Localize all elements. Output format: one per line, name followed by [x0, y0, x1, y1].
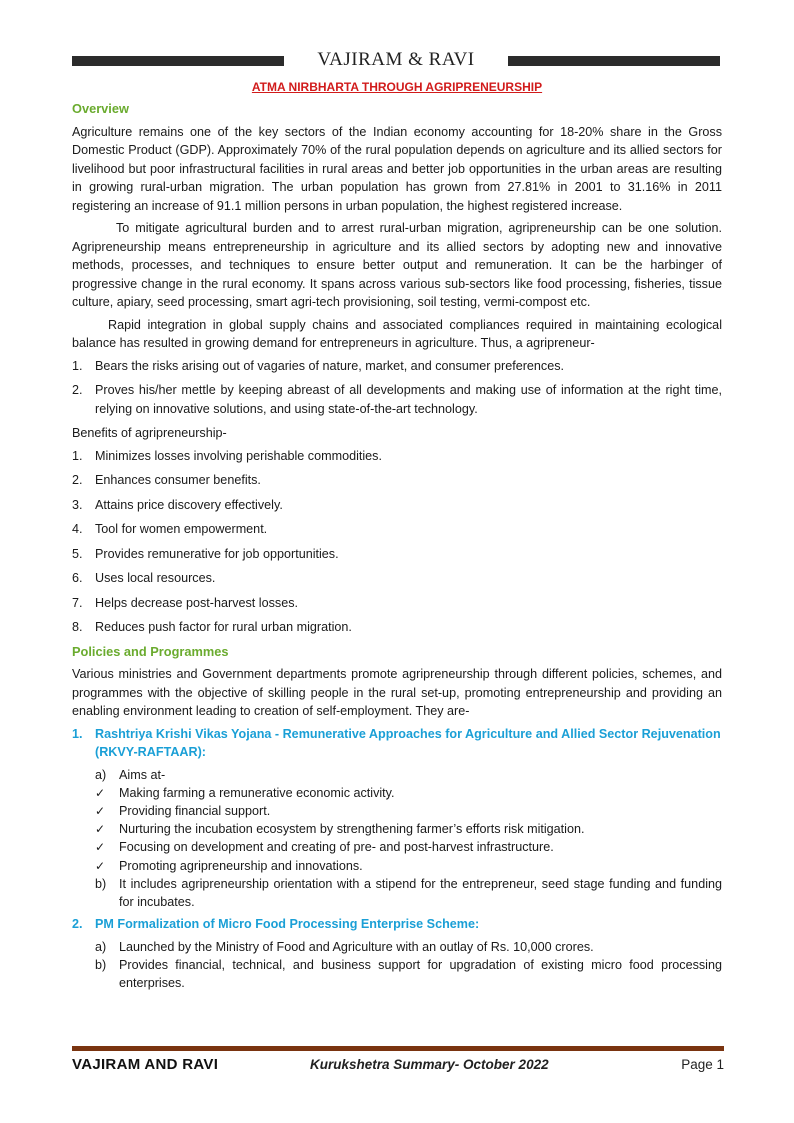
- document-body: [72, 100, 722, 996]
- list-item: 8. Reduces push factor for rural urban migration.: [72, 620, 352, 634]
- checkmark-icon: ✓: [95, 803, 106, 818]
- programme-2-title: 2. PM Formalization of Micro Food Processing Enterprise Scheme:: [72, 917, 480, 932]
- sub-item-a: a) Launched by the Ministry of Food and Agriculture with an outlay of Rs. 10,000 crores.: [95, 939, 594, 954]
- list-item: 5. Provides remunerative for job opportunities.: [72, 546, 339, 561]
- document-title: ATMA NIRBHARTA THROUGH AGRIPRENEURSHIP: [251, 80, 543, 94]
- check-item: ✓ Focusing on development and creating of pre- and post-harvest infrastructure.: [95, 838, 722, 856]
- checkmark-icon: ✓: [95, 840, 106, 855]
- footer-rule: [72, 1046, 724, 1051]
- list-item: 2. Proves his/her mettle by keeping abreast of all developments and making use of information at the right time, relying on innovative solutions, and using state-of-the-art technology.: [72, 383, 722, 416]
- footer-publication: Kurukshetra Summary- October 2022: [310, 1057, 549, 1072]
- policies-heading: Policies and Programmes: [72, 643, 229, 659]
- benefits-list: [72, 447, 722, 637]
- list-item: 4. Tool for women empowerment.: [72, 522, 268, 536]
- overview-paragraph-1: Agriculture remains one of the key sectors of the Indian economy accounting for 18-20% share in the Gross Domestic Product (GDP). Approximately 70% of the rural population depends on agriculture and its allied sectors for livelihood but poor infrastructural facilities in rural areas and better job opportunities in the urban areas are resulting in growing rural-urban migration. The urban population has grown from 27.81% in 2001 to 31.16% in 2011 registering an increase of 91.1 million persons in urban population, the highest registered increase.: [72, 124, 722, 213]
- programme-1-details: [95, 766, 722, 912]
- programme-1-title: 1. Rashtriya Krishi Vikas Yojana - Remunerative Approaches for Agriculture and Allied Sector Rejuvenation (RKVY-RAFTAAR):: [72, 726, 721, 759]
- header-rule-right: [508, 56, 720, 66]
- checkmark-icon: ✓: [95, 822, 106, 837]
- checkmark-icon: ✓: [95, 858, 106, 873]
- footer-brand: VAJIRAM AND RAVI: [72, 1056, 219, 1073]
- list-item: 1. Minimizes losses involving perishable commodities.: [72, 448, 382, 463]
- agripreneur-points: [72, 357, 722, 419]
- check-item: ✓ Making farming a remunerative economic activity.: [95, 784, 722, 802]
- list-item: 2. Enhances consumer benefits.: [72, 473, 261, 487]
- check-item: ✓ Nurturing the incubation ecosystem by strengthening farmer’s efforts risk mitigation.: [95, 820, 722, 838]
- sub-item-b: b) It includes agripreneurship orientation with a stipend for the entrepreneur, seed stage funding and funding for incubates.: [95, 876, 722, 909]
- programme-2-details: [95, 938, 722, 993]
- check-item: ✓ Providing financial support.: [95, 802, 722, 820]
- benefits-heading: Benefits of agripreneurship-: [72, 426, 227, 440]
- header-brand: VAJIRAM & RAVI: [317, 49, 475, 70]
- policies-intro: Various ministries and Government departments promote agripreneurship through different policies, schemes, and programmes with the objective of skilling people in the rural set-up, promoting entrepreneurship and providing an enabling environment leading to creation of self-employment. They are-: [72, 667, 722, 718]
- page-footer: [72, 1056, 724, 1076]
- list-item: 3. Attains price discovery effectively.: [72, 497, 283, 512]
- sub-item-a: a) Aims at-: [95, 767, 166, 782]
- list-item: 1. Bears the risks arising out of vagaries of nature, market, and consumer preferences.: [72, 358, 564, 373]
- list-item: 6. Uses local resources.: [72, 571, 216, 585]
- header-rule-left: [72, 56, 284, 66]
- list-item: 7. Helps decrease post-harvest losses.: [72, 595, 298, 610]
- checkmark-icon: ✓: [95, 785, 106, 800]
- page-number: Page 1: [681, 1057, 724, 1072]
- overview-paragraph-2: To mitigate agricultural burden and to arrest rural-urban migration, agripreneurship can be one solution. Agripreneurship means entrepreneurship in agriculture and its allied sectors by adopting new and innovative methods, processes, and techniques to ensure better output and remuneration. It can be the harbinger of progressive change in the rural economy. It spans across various sub-sectors like food processing, fisheries, tissue culture, apiary, seed processing, smart agri-tech provisioning, soil testing, vermi-compost etc.: [72, 221, 722, 309]
- check-item: ✓ Promoting agripreneurship and innovations.: [95, 857, 722, 875]
- overview-paragraph-3: Rapid integration in global supply chains and associated compliances required in maintaining ecological balance has resulted in growing demand for entrepreneurs in agriculture. Thus, a agripreneur-: [72, 317, 722, 350]
- page-header: [72, 51, 720, 71]
- overview-heading: Overview: [72, 101, 129, 116]
- sub-item-b: b) Provides financial, technical, and business support for upgradation of existing micro food processing enterprises.: [95, 957, 722, 991]
